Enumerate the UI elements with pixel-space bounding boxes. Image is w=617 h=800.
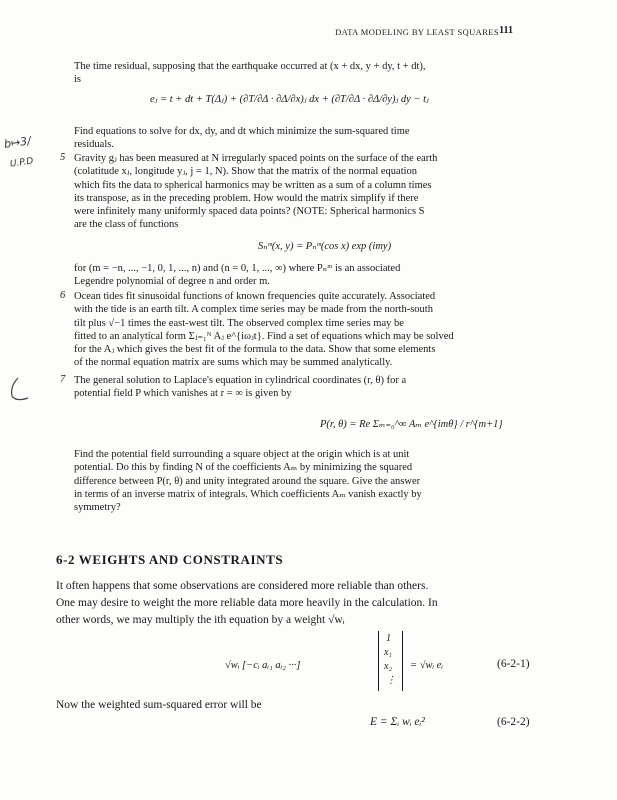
problem-5-text — [74, 152, 499, 232]
vector-entry: x₂ — [384, 661, 392, 672]
eq-6-2-2: E = Σᵢ wᵢ eᵢ² — [370, 716, 425, 728]
problem-7-number: 7 — [60, 374, 66, 385]
vector-entry: x₁ — [384, 647, 392, 658]
text-line: other words, we may multiply the ith equation by a weight √wᵢ — [56, 614, 345, 626]
text-line: tilt plus √−1 times the east-west tilt. The observed complex time series may be — [74, 317, 404, 329]
text-line: (colatitude xⱼ, longitude yⱼ, j = 1, N). Show that the matrix of the normal equation — [74, 166, 418, 178]
section-intro-paragraph — [56, 578, 496, 629]
text-line: potential field P which vanishes at r = ∞ is given by — [74, 388, 292, 400]
text-line: fitted to an analytical form Σⱼ₌₁ᴺ Aⱼ e^{iωⱼt}. Find a set of equations which may be solved — [74, 330, 454, 342]
text-line: with the tide is an earth tilt. A complex time series may be made from the north-south — [74, 304, 433, 316]
text-line: It often happens that some observations are considered more reliable than others. — [56, 580, 429, 592]
text-line: in terms of an inverse matrix of integrals. Which coefficients Aₘ vanish exactly by — [74, 488, 422, 500]
text-line: Ocean tides fit sinusoidal functions of known frequencies quite accurately. Associated — [74, 291, 436, 302]
text-line: Find the potential field surrounding a square object at the origin which is at unit — [74, 449, 410, 460]
margin-bracket-mark — [8, 376, 30, 404]
text-line: Gravity gⱼ has been measured at N irregularly spaced points on the surface of the earth — [74, 153, 438, 164]
text-line: for the Aⱼ which gives the best fit of the formula to the data. Show that some elements — [74, 344, 436, 356]
spherical-harmonic-equation: Sₙᵐ(x, y) = Pₙᵐ(cos x) exp (imy) — [258, 241, 392, 252]
running-header: DATA MODELING BY LEAST SQUARES — [335, 27, 499, 37]
problem-7-continuation — [74, 448, 499, 514]
problem-5-continuation — [74, 262, 499, 289]
text-line: potential. Do this by finding N of the coefficients Aₘ by minimizing the squared — [74, 462, 413, 474]
text-line: of the normal equation matrix are sums which may be summed analytically. — [74, 357, 393, 369]
intro-paragraph — [74, 60, 499, 87]
vector-entry: ⋮ — [386, 675, 396, 686]
text-line: are the class of functions — [74, 219, 179, 231]
after-equation-text — [56, 697, 496, 714]
equation-number: (6-2-2) — [497, 716, 530, 728]
margin-handwriting-1: b↦3/ — [3, 134, 32, 151]
text-line: is — [74, 74, 82, 86]
problem-5-number: 5 — [60, 152, 66, 163]
text-line: The time residual, supposing that the earthquake occurred at (x + dx, y + dy, t + dt), — [74, 61, 426, 72]
equation-number: (6-2-1) — [497, 658, 530, 670]
eq-6-2-1-rhs: = √wᵢ eᵢ — [410, 660, 444, 671]
eq-6-2-1-lhs: √wᵢ [−cᵢ aᵢ₁ aᵢ₂ ···] — [225, 660, 301, 671]
text-line: Now the weighted sum-squared error will be — [56, 699, 262, 711]
laplace-solution-equation: P(r, θ) = Re Σₘ₌₀^∞ Aₘ e^{imθ} / r^{m+1} — [320, 419, 503, 430]
text-line: The general solution to Laplace's equation in cylindrical coordinates (r, θ) for a — [74, 375, 407, 386]
text-line: which fits the data to spherical harmonics may be written as a sum of a column times — [74, 179, 432, 191]
text-line: Find equations to solve for dx, dy, and dt which minimize the sum-squared time — [74, 126, 410, 137]
text-line: were infinitely many uniformly spaced data points? (NOTE: Spherical harmonics S — [74, 206, 425, 218]
problem-6-number: 6 — [60, 290, 66, 301]
text-line: Legendre polynomial of degree n and order m. — [74, 276, 270, 288]
text-line: One may desire to weight the more reliable data more heavily in the calculation. In — [56, 597, 438, 609]
problem-6-text — [74, 290, 499, 370]
text-line: residuals. — [74, 139, 114, 151]
find-paragraph — [74, 125, 499, 152]
text-line: for (m = −n, ..., −1, 0, 1, ..., n) and (n = 0, 1, ..., ∞) where Pₙᵐ is an associated — [74, 263, 401, 274]
text-line: its transpose, as in the preceding problem. How would the matrix simplify if there — [74, 192, 419, 204]
margin-handwriting-2: U.P.D — [9, 156, 35, 170]
vector-entry: 1 — [386, 633, 391, 644]
page-number: 111 — [499, 25, 513, 36]
problem-7-text — [74, 374, 499, 401]
text-line: difference between P(r, θ) and unity integrated around the square. Give the answer — [74, 475, 421, 487]
residual-equation: eⱼ = t + dt + T(Δⱼ) + (∂T/∂Δ · ∂Δ/∂x)ⱼ dx + (∂T/∂Δ · ∂Δ/∂y)ⱼ dy − tⱼ — [150, 94, 429, 105]
section-heading: 6-2 WEIGHTS AND CONSTRAINTS — [56, 552, 284, 567]
text-line: symmetry? — [74, 502, 121, 514]
